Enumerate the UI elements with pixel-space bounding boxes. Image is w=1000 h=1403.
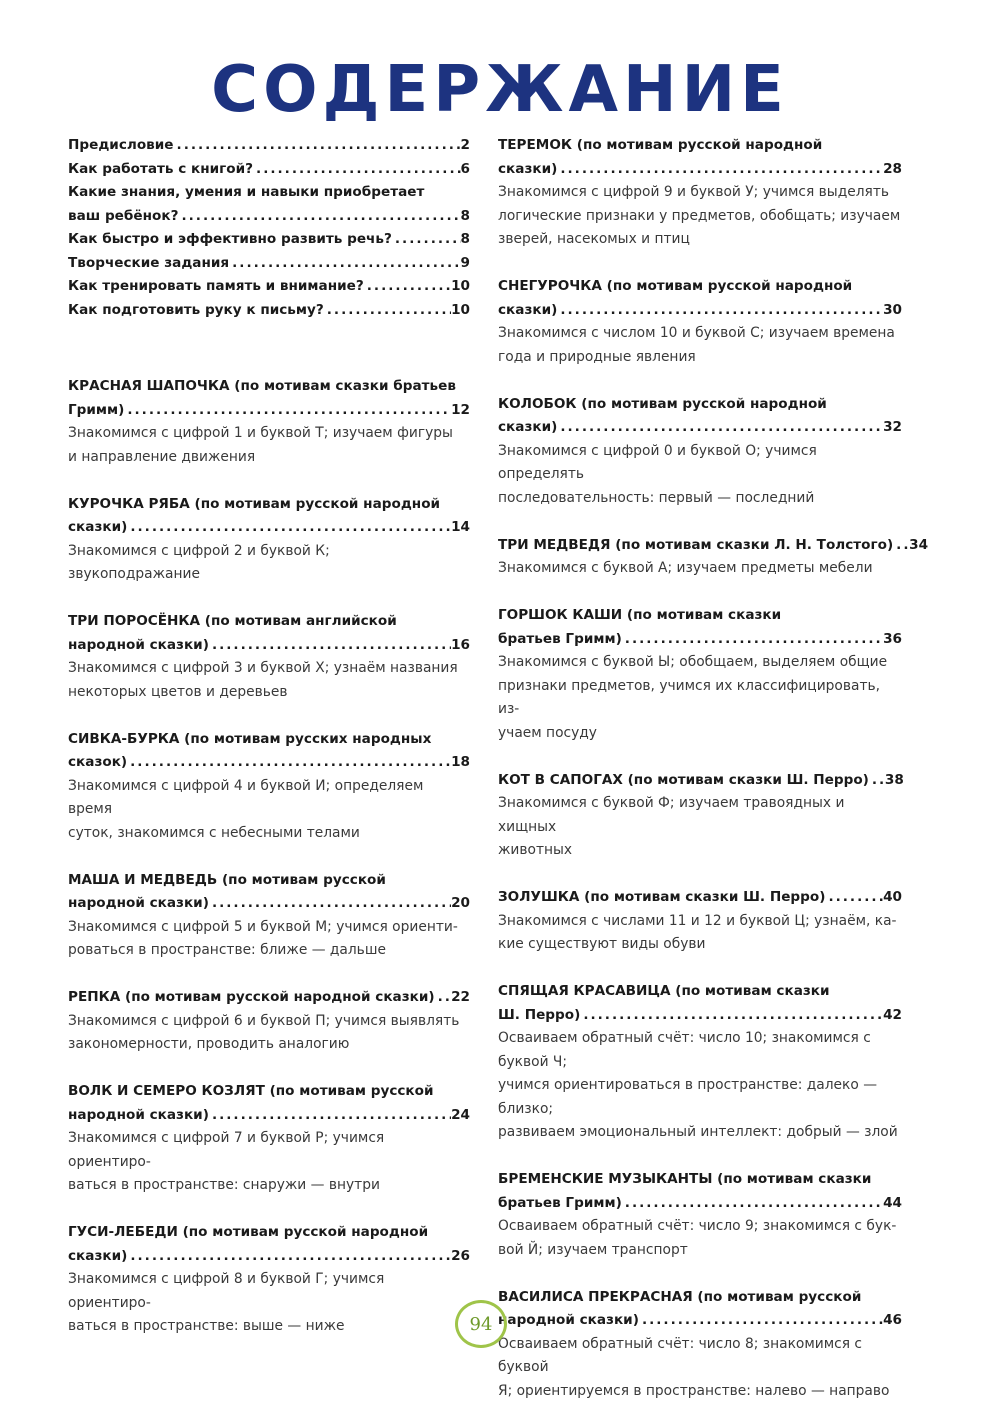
toc-entry: [498, 886, 902, 957]
entry-title-line: СИВКА-БУРКА (по мотивам русских народных: [68, 728, 470, 752]
page-title: СОДЕРЖАНИЕ: [0, 52, 1000, 128]
entry-title-line: МАША И МЕДВЕДЬ (по мотивам русской: [68, 869, 470, 893]
toc-entry: [68, 1080, 470, 1198]
entry-title-row: [498, 158, 902, 182]
leader-dots: [557, 299, 883, 323]
entry-title-row: [498, 1004, 902, 1028]
entry-title-line: ТЕРЕМОК (по мотивам русской народной: [498, 134, 902, 158]
entry-description: Знакомимся с числом 10 и буквой С; изучаем времена: [498, 322, 902, 346]
entry-heading[interactable]: [68, 252, 470, 276]
entry-heading[interactable]: [498, 604, 902, 651]
story-list-right: [498, 134, 902, 1403]
entry-title-line: БРЕМЕНСКИЕ МУЗЫКАНТЫ (по мотивам сказки: [498, 1168, 902, 1192]
entry-description: Знакомимся с буквой Ы; обобщаем, выделяем общие: [498, 651, 902, 675]
leader-dots: [557, 158, 883, 182]
entry-title-text: братьев Гримм): [498, 628, 622, 652]
entry-description: Знакомимся с цифрой 6 и буквой П; учимся выявлять: [68, 1010, 470, 1034]
page-ref: 20: [451, 892, 470, 916]
toc-entry: [498, 275, 902, 369]
entry-title-row: [68, 252, 470, 276]
toc-entry: [498, 1168, 902, 1262]
page-ref: 34: [909, 534, 928, 558]
entry-title-line: Какие знания, умения и навыки приобретает: [68, 181, 470, 205]
entry-title-text: Как тренировать память и внимание?: [68, 275, 364, 299]
entry-heading[interactable]: [498, 393, 902, 440]
page-ref: 28: [883, 158, 902, 182]
entry-title-row: [68, 275, 470, 299]
entry-title-row: [498, 1192, 902, 1216]
page-ref: 10: [451, 299, 470, 323]
entry-description: признаки предметов, учимся их классифицировать, из-: [498, 675, 902, 722]
entry-title-text: Ш. Перро): [498, 1004, 580, 1028]
page-ref: 38: [885, 769, 904, 793]
leader-dots: [124, 399, 451, 423]
intro-list: [68, 134, 470, 322]
entry-title-text: сказки): [498, 158, 557, 182]
leader-dots: [253, 158, 461, 182]
leader-dots: [209, 892, 451, 916]
entry-title-text: РЕПКА (по мотивам русской народной сказки): [68, 986, 435, 1010]
entry-description: последовательность: первый — последний: [498, 487, 902, 511]
page-ref: 40: [883, 886, 902, 910]
toc-entry: [498, 134, 902, 252]
entry-title-row: [68, 158, 470, 182]
leader-dots: [622, 1192, 883, 1216]
leader-dots: [435, 986, 451, 1010]
entry-title-row: [498, 769, 902, 793]
leader-dots: [178, 205, 460, 229]
entry-title-text: народной сказки): [498, 1309, 639, 1333]
entry-heading[interactable]: [68, 375, 470, 422]
entry-description: Знакомимся с буквой Ф; изучаем травоядных и хищных: [498, 792, 902, 839]
toc-entry: [498, 393, 902, 511]
entry-heading[interactable]: [498, 534, 902, 558]
leader-dots: [324, 299, 451, 323]
page-ref: 12: [451, 399, 470, 423]
entry-heading[interactable]: [68, 181, 470, 228]
page-number: 94: [470, 1314, 493, 1335]
entry-title-row: [68, 134, 470, 158]
page-ref: 6: [461, 158, 470, 182]
entry-title-line: ГУСИ-ЛЕБЕДИ (по мотивам русской народной: [68, 1221, 470, 1245]
entry-title-line: КОЛОБОК (по мотивам русской народной: [498, 393, 902, 417]
entry-description: Знакомимся с цифрой 7 и буквой Р; учимся ориентиро-: [68, 1127, 470, 1174]
entry-title-row: [68, 205, 470, 229]
entry-description: Осваиваем обратный счёт: число 10; знакомимся с буквой Ч;: [498, 1027, 902, 1074]
entry-title-text: Как работать с книгой?: [68, 158, 253, 182]
toc-entry: [68, 869, 470, 963]
toc-entry: [68, 986, 470, 1057]
entry-heading[interactable]: [68, 610, 470, 657]
entry-title-text: Предисловие: [68, 134, 174, 158]
toc-entry: [68, 728, 470, 846]
page-ref: 9: [461, 252, 470, 276]
entry-heading[interactable]: [68, 493, 470, 540]
entry-heading[interactable]: [68, 1080, 470, 1127]
entry-heading[interactable]: [498, 1286, 902, 1333]
entry-title-row: [498, 1309, 902, 1333]
entry-description: суток, знакомимся с небесными телами: [68, 822, 470, 846]
entry-title-row: [498, 299, 902, 323]
entry-title-row: [68, 299, 470, 323]
entry-description: ваться в пространстве: снаружи — внутри: [68, 1174, 470, 1198]
entry-title-text: ваш ребёнок?: [68, 205, 178, 229]
entry-description: учимся ориентироваться в пространстве: далеко — близко;: [498, 1074, 902, 1121]
toc-entry: [498, 769, 902, 863]
entry-title-text: ТРИ МЕДВЕДЯ (по мотивам сказки Л. Н. Толстого): [498, 534, 893, 558]
entry-heading[interactable]: [498, 980, 902, 1027]
leader-dots: [869, 769, 885, 793]
entry-title-row: [68, 1245, 470, 1269]
entry-description: и направление движения: [68, 446, 470, 470]
entry-description: Я; ориентируемся в пространстве: налево — направо: [498, 1380, 902, 1403]
entry-description: логические признаки у предметов, обобщать; изучаем: [498, 205, 902, 229]
entry-heading[interactable]: [498, 886, 902, 910]
entry-heading[interactable]: [68, 158, 470, 182]
entry-title-text: КОТ В САПОГАХ (по мотивам сказки Ш. Перро): [498, 769, 869, 793]
entry-description: вой Й; изучаем транспорт: [498, 1239, 902, 1263]
entry-heading[interactable]: [68, 299, 470, 323]
entry-description: Знакомимся с буквой А; изучаем предметы мебели: [498, 557, 902, 581]
entry-title-text: Как подготовить руку к письму?: [68, 299, 324, 323]
entry-title-text: сказки): [498, 416, 557, 440]
leader-dots: [127, 1245, 451, 1269]
entry-title-text: братьев Гримм): [498, 1192, 622, 1216]
entry-description: кие существуют виды обуви: [498, 933, 902, 957]
toc-entry: [498, 980, 902, 1145]
entry-description: Знакомимся с цифрой 9 и буквой У; учимся выделять: [498, 181, 902, 205]
toc-entry: [498, 604, 902, 745]
page-ref: 32: [883, 416, 902, 440]
entry-heading[interactable]: [68, 986, 470, 1010]
entry-description: Знакомимся с цифрой 2 и буквой К;: [68, 540, 470, 564]
page-ref: 30: [883, 299, 902, 323]
toc-entry: [68, 375, 470, 469]
entry-title-text: Творческие задания: [68, 252, 229, 276]
entry-description: закономерности, проводить аналогию: [68, 1033, 470, 1057]
entry-title-row: [68, 986, 470, 1010]
leader-dots: [209, 1104, 451, 1128]
leader-dots: [557, 416, 883, 440]
entry-heading[interactable]: [68, 869, 470, 916]
page-ref: 44: [883, 1192, 902, 1216]
leader-dots: [229, 252, 460, 276]
leader-dots: [622, 628, 883, 652]
page-ref: 26: [451, 1245, 470, 1269]
entry-title-row: [68, 228, 470, 252]
entry-title-text: сказки): [68, 516, 127, 540]
page-ref: 18: [451, 751, 470, 775]
entry-heading[interactable]: [68, 228, 470, 252]
entry-title-row: [68, 634, 470, 658]
entry-title-text: сказки): [68, 1245, 127, 1269]
entry-title-row: [498, 886, 902, 910]
entry-title-row: [68, 892, 470, 916]
leader-dots: [127, 751, 451, 775]
entry-heading[interactable]: [68, 1221, 470, 1268]
entry-title-line: ТРИ ПОРОСЁНКА (по мотивам английской: [68, 610, 470, 634]
entry-description: звукоподражание: [68, 563, 470, 587]
entry-description: Осваиваем обратный счёт: число 8; знакомимся с буквой: [498, 1333, 902, 1380]
entry-title-text: ЗОЛУШКА (по мотивам сказки Ш. Перро): [498, 886, 825, 910]
entry-title-row: [68, 516, 470, 540]
entry-title-text: народной сказки): [68, 1104, 209, 1128]
entry-description: роваться в пространстве: ближе — дальше: [68, 939, 470, 963]
page-ref: 14: [451, 516, 470, 540]
entry-title-text: сказок): [68, 751, 127, 775]
entry-description: Знакомимся с числами 11 и 12 и буквой Ц; узнаём, ка-: [498, 910, 902, 934]
leader-dots: [580, 1004, 883, 1028]
toc-right-column: [498, 134, 902, 1403]
entry-heading[interactable]: [498, 134, 902, 181]
page-ref: 10: [451, 275, 470, 299]
leader-dots: [209, 634, 451, 658]
page-ref: 22: [451, 986, 470, 1010]
leader-dots: [364, 275, 451, 299]
entry-title-row: [498, 628, 902, 652]
entry-title-line: СПЯЩАЯ КРАСАВИЦА (по мотивам сказки: [498, 980, 902, 1004]
page-ref: 8: [461, 205, 470, 229]
page-ref: 2: [461, 134, 470, 158]
entry-description: Знакомимся с цифрой 8 и буквой Г; учимся ориентиро-: [68, 1268, 470, 1315]
entry-description: учаем посуду: [498, 722, 902, 746]
entry-title-line: ГОРШОК КАШИ (по мотивам сказки: [498, 604, 902, 628]
entry-title-line: КУРОЧКА РЯБА (по мотивам русской народной: [68, 493, 470, 517]
entry-description: некоторых цветов и деревьев: [68, 681, 470, 705]
entry-title-row: [498, 416, 902, 440]
entry-description: Осваиваем обратный счёт: число 9; знакомимся с бук-: [498, 1215, 902, 1239]
entry-title-text: народной сказки): [68, 634, 209, 658]
entry-title-text: сказки): [498, 299, 557, 323]
entry-title-text: народной сказки): [68, 892, 209, 916]
page-ref: 8: [461, 228, 470, 252]
entry-description: Знакомимся с цифрой 3 и буквой Х; узнаём названия: [68, 657, 470, 681]
story-list-left: [68, 375, 470, 1339]
page-ref: 16: [451, 634, 470, 658]
toc-entry: [68, 1221, 470, 1339]
entry-title-text: Как быстро и эффективно развить речь?: [68, 228, 392, 252]
leader-dots: [893, 534, 909, 558]
entry-description: Знакомимся с цифрой 0 и буквой О; учимся определять: [498, 440, 902, 487]
entry-title-row: [68, 751, 470, 775]
entry-title-line: ВОЛК И СЕМЕРО КОЗЛЯТ (по мотивам русской: [68, 1080, 470, 1104]
entry-description: животных: [498, 839, 902, 863]
entry-title-row: [498, 534, 902, 558]
leader-dots: [825, 886, 883, 910]
entry-heading[interactable]: [498, 1168, 902, 1215]
leader-dots: [392, 228, 461, 252]
leader-dots: [639, 1309, 883, 1333]
toc-left-column: [68, 134, 470, 1339]
entry-description: развиваем эмоциональный интеллект: добрый — злой: [498, 1121, 902, 1145]
toc-entry: [498, 534, 902, 581]
entry-heading[interactable]: [68, 728, 470, 775]
toc-entry: [68, 610, 470, 704]
entry-heading[interactable]: [68, 275, 470, 299]
entry-heading[interactable]: [498, 275, 902, 322]
entry-description: ваться в пространстве: выше — ниже: [68, 1315, 470, 1339]
entry-title-row: [68, 399, 470, 423]
leader-dots: [127, 516, 451, 540]
entry-description: года и природные явления: [498, 346, 902, 370]
entry-description: Знакомимся с цифрой 1 и буквой Т; изучаем фигуры: [68, 422, 470, 446]
entry-description: Знакомимся с цифрой 5 и буквой М; учимся ориенти-: [68, 916, 470, 940]
page-number-badge: [455, 1300, 507, 1348]
toc-entry: [498, 1286, 902, 1403]
page-ref: 42: [883, 1004, 902, 1028]
toc-entry: [68, 493, 470, 587]
entry-title-line: КРАСНАЯ ШАПОЧКА (по мотивам сказки братьев: [68, 375, 470, 399]
entry-title-row: [68, 1104, 470, 1128]
entry-title-line: СНЕГУРОЧКА (по мотивам русской народной: [498, 275, 902, 299]
entry-title-line: ВАСИЛИСА ПРЕКРАСНАЯ (по мотивам русской: [498, 1286, 902, 1310]
entry-description: Знакомимся с цифрой 4 и буквой И; определяем время: [68, 775, 470, 822]
page-ref: 24: [451, 1104, 470, 1128]
entry-title-text: Гримм): [68, 399, 124, 423]
entry-heading[interactable]: [498, 769, 902, 793]
entry-description: зверей, насекомых и птиц: [498, 228, 902, 252]
leader-dots: [174, 134, 461, 158]
entry-heading[interactable]: [68, 134, 470, 158]
page-ref: 36: [883, 628, 902, 652]
page-ref: 46: [883, 1309, 902, 1333]
